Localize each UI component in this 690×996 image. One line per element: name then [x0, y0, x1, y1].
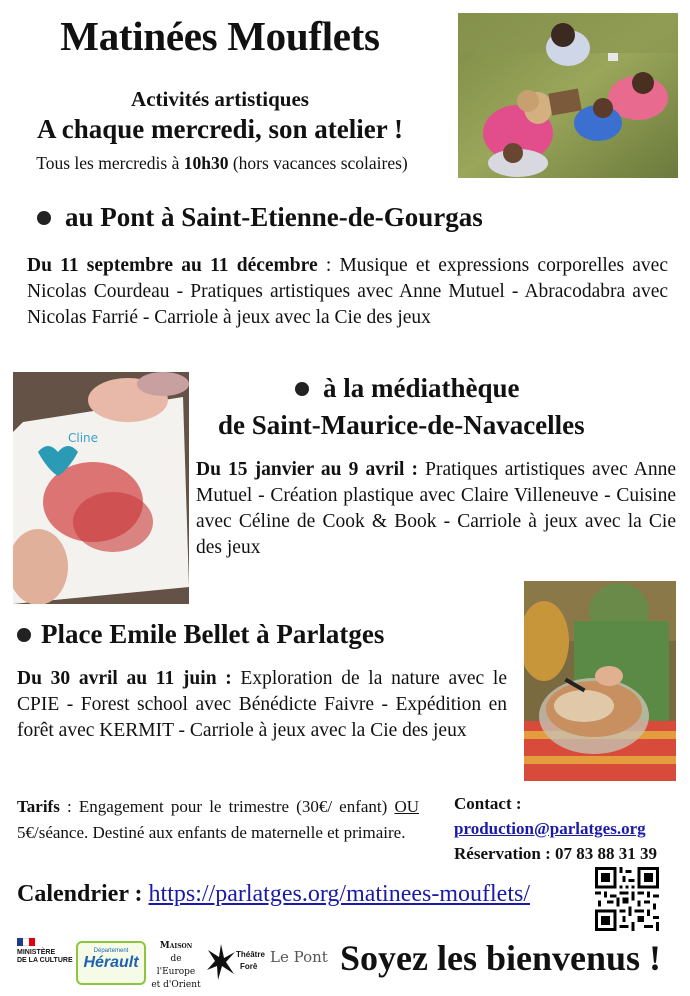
qr-code[interactable]	[595, 867, 659, 931]
welcome-message: Soyez les bienvenus !	[340, 938, 662, 978]
section-2-text	[196, 457, 676, 561]
schedule-prefix: Tous les mercredis à	[36, 153, 184, 173]
section-3-dates: Du 30 avril au 11 juin :	[17, 668, 232, 689]
photo-child-drawing-image	[13, 372, 189, 604]
photo-children-on-grass	[458, 13, 678, 178]
section-2-heading-line2: de Saint-Maurice-de-Navacelles	[218, 410, 585, 440]
section-3-text	[17, 666, 507, 744]
schedule-suffix: (hors vacances scolaires)	[228, 153, 408, 173]
photo-children-on-grass-image	[458, 13, 678, 178]
logo-herault	[76, 941, 146, 985]
photo-child-drawing	[13, 372, 189, 604]
logo-maison-text-3: et d'Orient	[151, 980, 201, 990]
section-1-dates: Du 11 septembre au 11 décembre	[27, 255, 318, 276]
logo-le-pont	[270, 948, 330, 978]
contact-block	[454, 791, 688, 866]
tarifs-label: Tarifs	[17, 797, 60, 816]
logo-maison-europe-orient	[150, 940, 202, 990]
section-3-heading	[17, 619, 384, 650]
logo-ministere-culture	[17, 938, 75, 984]
tarifs-text-after: 5€/séance. Destiné aux enfants de maternelle et primaire.	[17, 823, 406, 842]
french-flag-icon	[17, 938, 35, 946]
subtitle-slogan: A chaque mercredi, son atelier !	[37, 114, 403, 144]
section-3-description: Exploration de la nature avec le CPIE - Forest school avec Bénédicte Faivre - Expédition en forêt avec KERMIT - Carriole à jeux avec la Cie des jeux	[17, 668, 507, 741]
calendar-line	[17, 881, 530, 908]
logo-herault-top: Département	[93, 948, 129, 954]
tarifs-ou: OU	[394, 797, 419, 816]
logo-ministere-text-2: DE LA CULTURE	[17, 957, 73, 964]
bullet-icon	[295, 382, 309, 396]
section-1-heading	[37, 202, 483, 233]
poster-title: Matinées Mouflets	[60, 13, 380, 59]
section-2-heading-line1	[295, 373, 520, 404]
schedule-time: 10h30	[183, 153, 229, 173]
subtitle-activities: Activités artistiques	[131, 87, 309, 111]
bullet-icon	[17, 628, 31, 642]
contact-email-link[interactable]: production@parlatges.org	[454, 819, 646, 838]
logo-theatre-text-1: Théâtre	[236, 950, 265, 959]
contact-reservation: Réservation : 07 83 88 31 39	[454, 844, 658, 863]
star-burst-icon	[206, 942, 236, 982]
logo-theatre-foret	[206, 940, 264, 984]
logo-ministere-text-1: MINISTÈRE	[17, 949, 56, 956]
schedule-line	[2, 153, 442, 174]
logo-le-pont-text: Le Pont	[270, 948, 328, 966]
svg-text:Cline: Cline	[68, 431, 99, 445]
calendar-label: Calendrier :	[17, 881, 149, 907]
logo-herault-text: Hérault	[83, 954, 139, 971]
logo-maison-text-1: Maison	[159, 941, 193, 951]
bullet-icon	[37, 211, 51, 225]
section-1-heading-text: au Pont à Saint-Etienne-de-Gourgas	[65, 202, 483, 232]
logo-theatre-text-2: Forê	[240, 962, 258, 971]
section-2-heading-line1-text: à la médiathèque	[323, 373, 520, 403]
photo-child-with-bowl-image	[524, 581, 676, 781]
tarifs-text-before: : Engagement pour le trimestre (30€/ enfant)	[59, 797, 395, 816]
photo-child-with-bowl	[524, 581, 676, 781]
contact-label: Contact :	[454, 794, 522, 813]
tarifs-block	[17, 794, 419, 846]
logo-maison-text-2: de l'Europe	[156, 954, 196, 977]
section-3-heading-text: Place Emile Bellet à Parlatges	[41, 619, 385, 649]
section-1-text	[27, 253, 668, 331]
section-1-description: : Musique et expressions corporelles avec Nicolas Courdeau - Pratiques artistiques avec Anne Mutuel - Abracodabra avec Nicolas Farrié - Carriole à jeux avec la Cie des jeux	[27, 255, 668, 328]
calendar-link[interactable]: https://parlatges.org/matinees-mouflets/	[148, 881, 531, 907]
section-2-description: Pratiques artistiques avec Anne Mutuel - Création plastique avec Claire Villeneuve - Cuisine avec Céline de Cook & Book - Carriole à jeux avec la Cie des jeux	[196, 459, 676, 558]
qr-code-image	[595, 867, 659, 931]
section-2-dates: Du 15 janvier au 9 avril :	[196, 459, 419, 480]
